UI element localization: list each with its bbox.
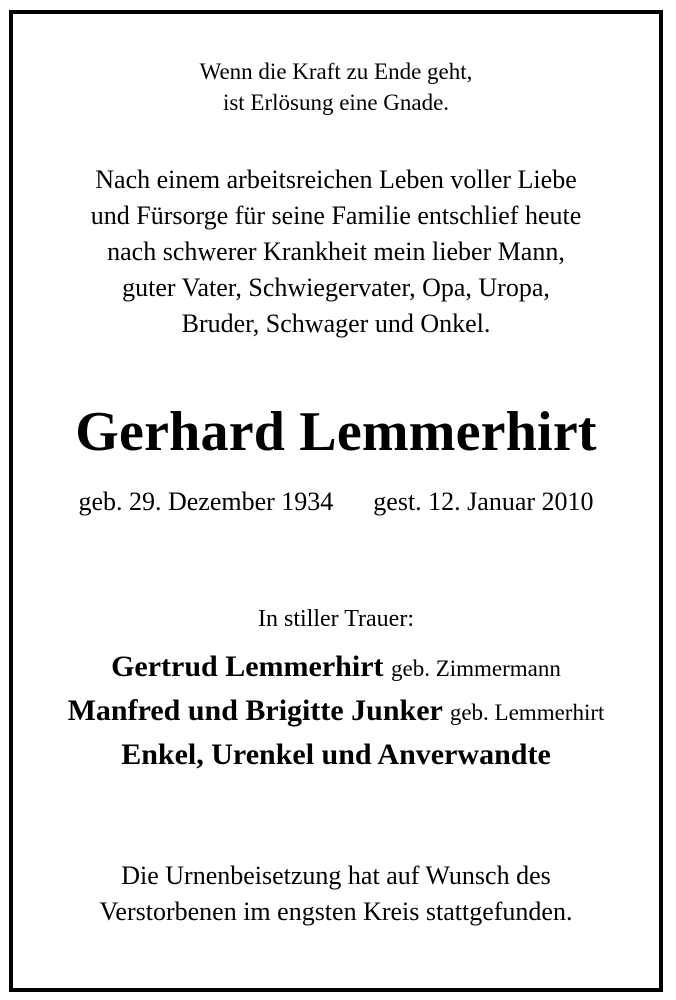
closing-line: Verstorbenen im engsten Kreis stattgefunden.: [99, 897, 573, 926]
closing-line: Die Urnenbeisetzung hat auf Wunsch des: [121, 861, 551, 890]
intro-line: Nach einem arbeitsreichen Leben voller Liebe: [95, 165, 577, 194]
intro-text: [13, 162, 659, 342]
mourners-list: [13, 646, 659, 776]
motto-line: Wenn die Kraft zu Ende geht,: [199, 59, 473, 84]
intro-line: nach schwerer Krankheit mein lieber Mann,: [107, 237, 565, 266]
mourner-name: Enkel, Urenkel und Anverwandte: [121, 738, 551, 771]
intro-line: und Fürsorge für seine Familie entschlief heute: [90, 201, 582, 230]
closing-note: [13, 858, 659, 930]
mourner-entry: [13, 734, 659, 776]
birth-date: geb. 29. Dezember 1934: [78, 487, 334, 516]
mourner-name: Manfred und Brigitte Junker: [67, 694, 443, 727]
intro-line: Bruder, Schwager und Onkel.: [181, 309, 491, 338]
mourner-name: Gertrud Lemmerhirt: [111, 650, 384, 683]
mourning-label: In stiller Trauer:: [258, 606, 414, 632]
mourner-entry: [13, 690, 659, 734]
motto-line: ist Erlösung eine Gnade.: [222, 90, 450, 115]
obituary-notice: [9, 10, 663, 992]
intro-line: guter Vater, Schwiegervater, Opa, Uropa,: [122, 273, 550, 302]
mourner-entry: [13, 646, 659, 690]
death-date: gest. 12. Januar 2010: [373, 487, 594, 516]
motto-verse: [13, 56, 659, 118]
mourner-maiden-name: geb. Lemmerhirt: [449, 700, 605, 725]
deceased-name: Gerhard Lemmerhirt: [75, 401, 597, 463]
mourner-maiden-name: geb. Zimmermann: [391, 656, 561, 681]
life-dates: [13, 486, 659, 518]
